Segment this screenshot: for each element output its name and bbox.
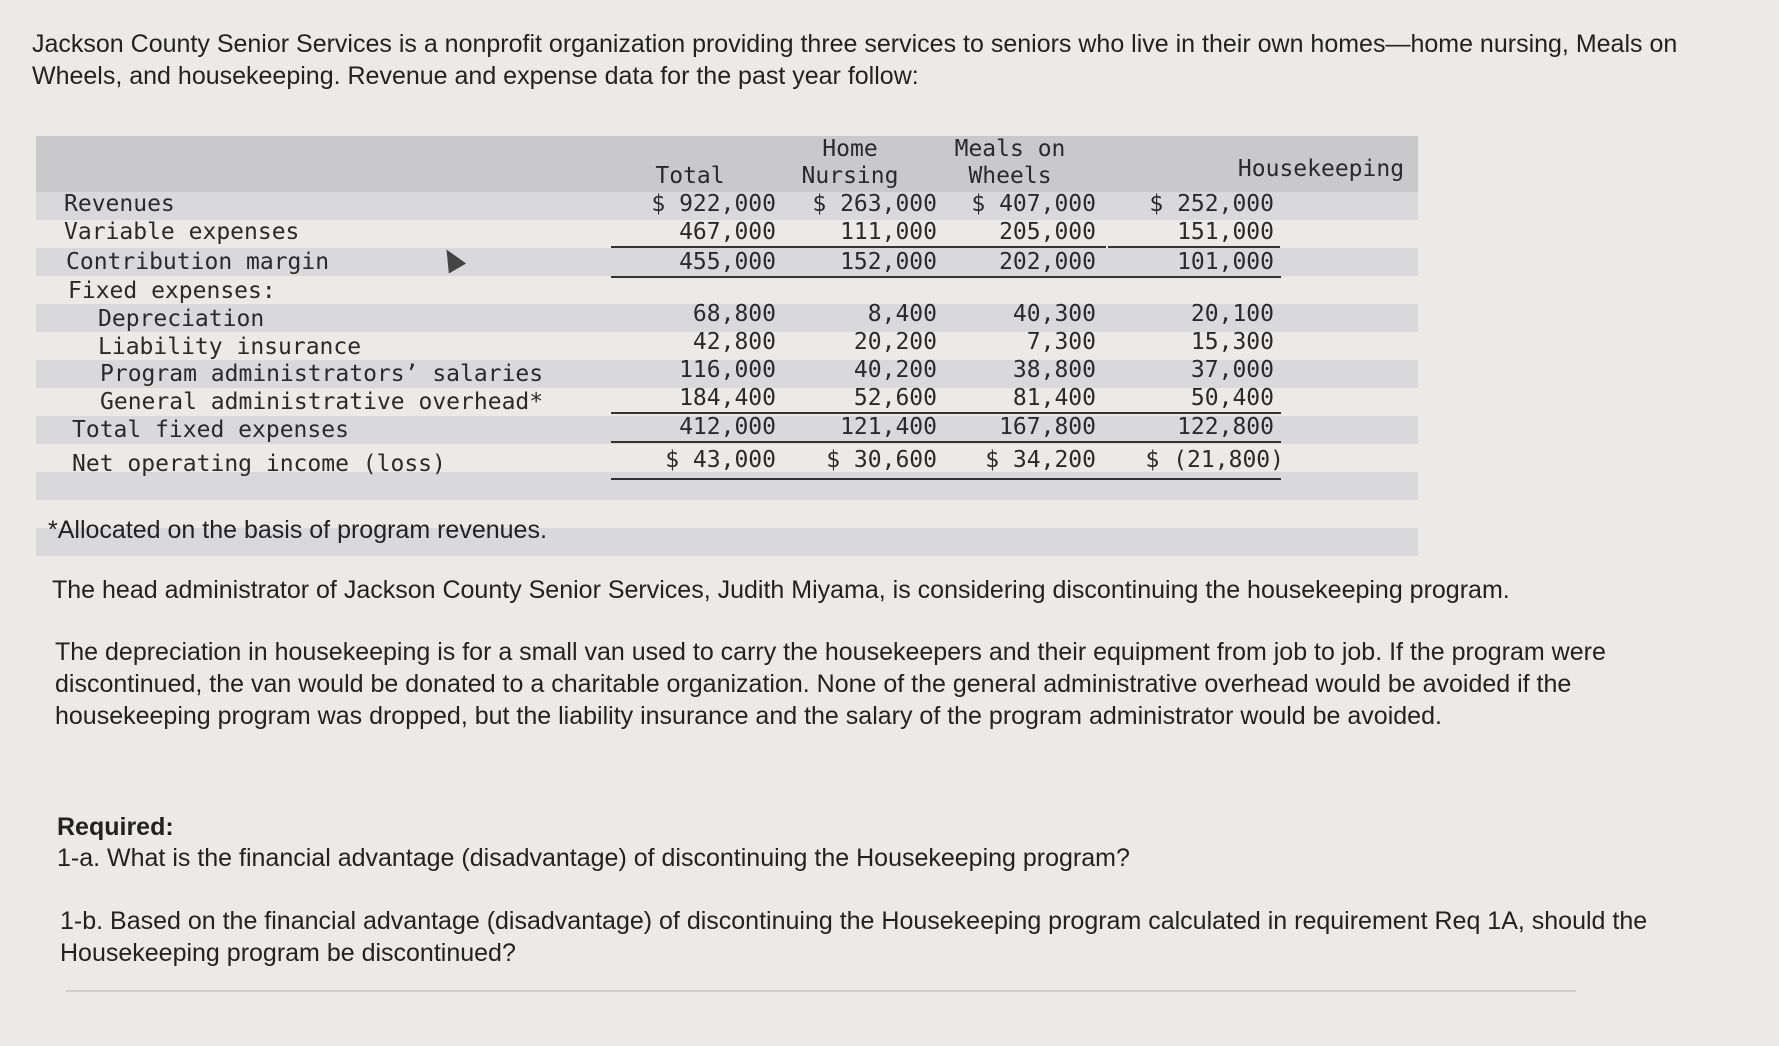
cell-home-revenues: $ 263,000: [812, 191, 937, 217]
cell-home-depreciation: 8,400: [867, 301, 937, 327]
cell-home-salaries: 40,200: [853, 357, 937, 383]
cell-home-overhead: 52,600: [853, 385, 937, 411]
answer-divider: [66, 990, 1576, 992]
row-label-program-salaries: Program administrators’ salaries: [100, 361, 544, 387]
cell-meals-cm: 202,000: [999, 249, 1096, 275]
cell-house-total-fixed: 122,800: [1177, 414, 1274, 440]
required-heading: Required:: [57, 813, 174, 841]
row-label-admin-overhead: General administrative overhead*: [100, 389, 544, 415]
row-label-fixed-expenses: Fixed expenses:: [68, 278, 276, 304]
cell-meals-liability: 7,300: [1026, 329, 1096, 355]
cell-home-liability: 20,200: [853, 329, 937, 355]
cell-house-overhead: 50,400: [1190, 385, 1274, 411]
decision-paragraph: The head administrator of Jackson County Senior Services, Judith Miyama, is considering discontinuing the housekeeping program.: [52, 576, 1510, 604]
cell-home-noi: $ 30,600: [826, 447, 937, 473]
depreciation-paragraph: The depreciation in housekeeping is for a small van used to carry the housekeepers and their equipment from job to job. If the program were discontinued, the van would be donated to a charitable organization. None of the general administrative overhead would be avoided if the housekeeping program was dropped, but the liability insurance and the salary of the program administrator would be avoided.: [55, 638, 1606, 730]
header-total: Total: [655, 163, 725, 189]
cell-meals-depreciation: 40,300: [1012, 301, 1096, 327]
intro-paragraph: Jackson County Senior Services is a nonprofit organization providing three services to seniors who live in their own homes—home nursing, Meals on Wheels, and housekeeping. Revenue and expense data for the past year follow:: [32, 30, 1678, 90]
row-label-liability-insurance: Liability insurance: [98, 334, 362, 360]
cell-total-liability: 42,800: [692, 329, 776, 355]
cell-meals-noi: $ 34,200: [985, 447, 1096, 473]
cell-total-cm: 455,000: [679, 249, 776, 275]
cell-total-total-fixed: 412,000: [679, 414, 776, 440]
header-home-nursing-line2: Nursing: [801, 163, 899, 189]
rule: [611, 276, 1281, 278]
cell-house-salaries: 37,000: [1190, 357, 1274, 383]
cell-total-revenues: $ 922,000: [651, 191, 776, 217]
cell-house-depreciation: 20,100: [1190, 301, 1274, 327]
row-label-variable-expenses: Variable expenses: [64, 219, 300, 245]
cell-meals-salaries: 38,800: [1012, 357, 1096, 383]
cell-total-noi: $ 43,000: [665, 447, 776, 473]
footnote: *Allocated on the basis of program revenues.: [48, 516, 547, 544]
cell-house-variable: 151,000: [1177, 219, 1274, 245]
header-housekeeping: Housekeeping: [1237, 156, 1405, 182]
question-1a: 1-a. What is the financial advantage (disadvantage) of discontinuing the Housekeeping program?: [57, 844, 1130, 872]
cell-meals-total-fixed: 167,800: [999, 414, 1096, 440]
cell-home-total-fixed: 121,400: [840, 414, 937, 440]
cell-meals-overhead: 81,400: [1012, 385, 1096, 411]
row-label-total-fixed: Total fixed expenses: [72, 417, 349, 443]
row-label-net-operating-income: Net operating income (loss): [72, 451, 446, 477]
cell-home-cm: 152,000: [840, 249, 937, 275]
double-rule: [611, 478, 1281, 480]
header-home-nursing-line1: Home: [822, 136, 878, 162]
header-meals-line1: Meals on: [954, 136, 1066, 162]
cell-total-depreciation: 68,800: [692, 301, 776, 327]
cell-total-variable: 467,000: [679, 219, 776, 245]
cell-house-noi: $ (21,800): [1145, 447, 1284, 473]
question-1b: 1-b. Based on the financial advantage (disadvantage) of discontinuing the Housekeeping program calculated in requirement Req 1A, should the Housekeeping program be discontinued?: [60, 907, 1648, 967]
cell-meals-variable: 205,000: [999, 219, 1096, 245]
cell-total-salaries: 116,000: [679, 357, 776, 383]
row-label-revenues: Revenues: [64, 191, 175, 217]
row-label-contribution-margin: Contribution margin: [66, 249, 330, 275]
cell-home-variable: 111,000: [840, 219, 937, 245]
cell-meals-revenues: $ 407,000: [971, 191, 1096, 217]
header-meals-line2: Wheels: [968, 163, 1052, 189]
rule: [611, 441, 1281, 443]
cell-house-revenues: $ 252,000: [1149, 191, 1274, 217]
row-label-depreciation: Depreciation: [98, 306, 265, 332]
cell-house-cm: 101,000: [1177, 249, 1274, 275]
cell-house-liability: 15,300: [1190, 329, 1274, 355]
cell-total-overhead: 184,400: [679, 385, 776, 411]
